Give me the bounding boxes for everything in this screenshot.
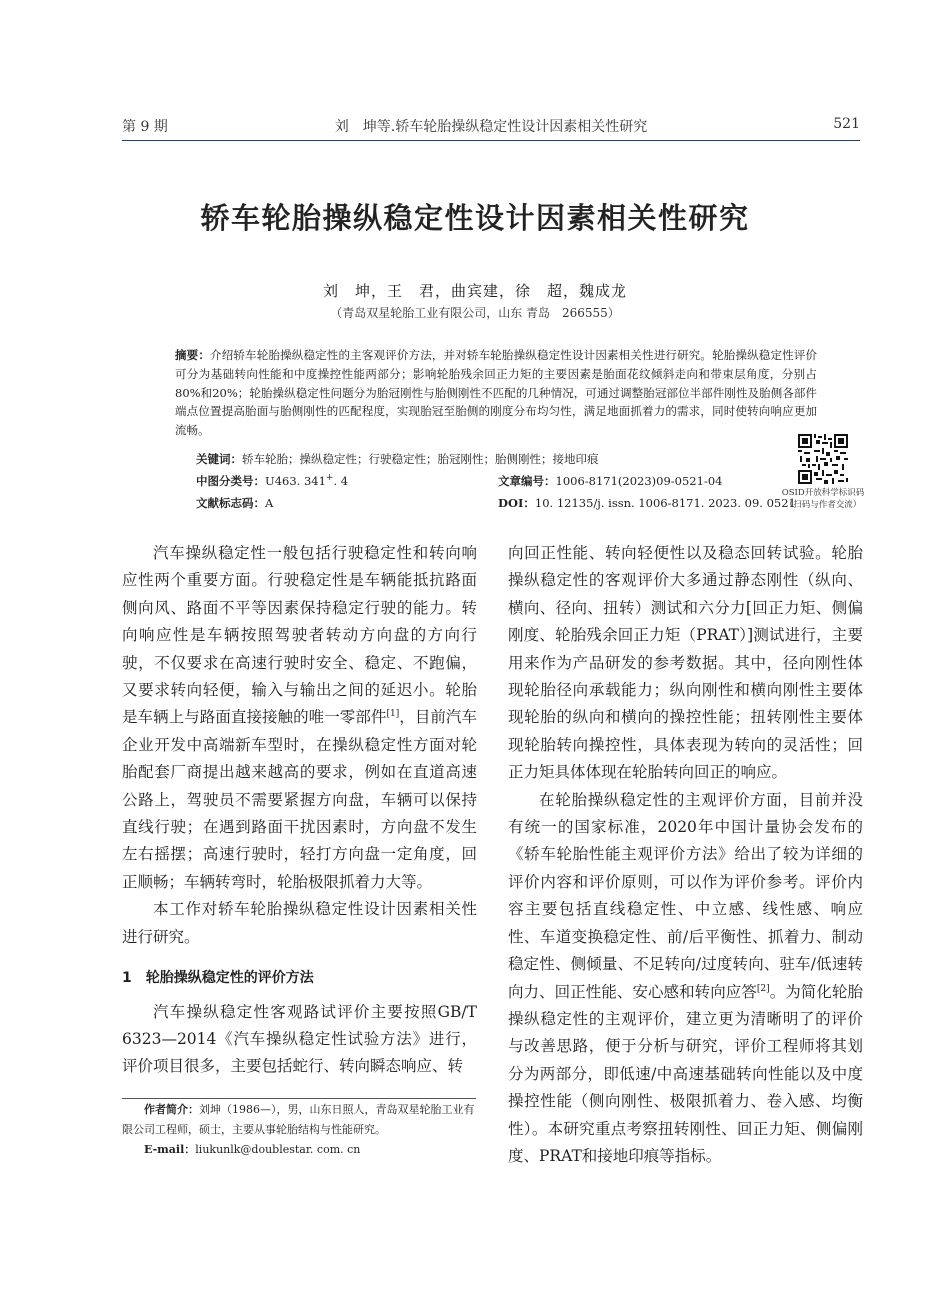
running-title: 刘 坤等.轿车轮胎操纵稳定性设计因素相关性研究 — [334, 119, 648, 135]
keywords — [196, 451, 599, 467]
body-left-column — [122, 540, 477, 1081]
paragraph: 本工作对轿车轮胎操纵稳定性设计因素相关性进行研究。 — [122, 900, 477, 946]
author-email — [122, 1140, 480, 1160]
header-rule — [122, 140, 860, 141]
paragraph-text: 汽车操纵稳定性一般包括行驶稳定性和转向响应性两个重要方面。行驶稳定性是车辆能抵抗路面侧向风、路面不平等因素保持稳定行驶的能力。转向响应性是车辆按照驾驶者转动方向盘的方向行驶，不仅要求在高速行驶时安全、稳定、不跑偏，又要求转向轻便，输入与输出之间的延迟小。轮胎是车辆上与路面直接接触的唯一零部件 — [122, 544, 477, 727]
affiliation: （青岛双星轮胎工业有限公司，山东 青岛 266555） — [330, 306, 620, 320]
clc-sup: + — [325, 473, 334, 484]
paragraph: 汽车操纵稳定性客观路试评价主要按照GB/T 6323—2014《汽车操纵稳定性试验方法》进行，评价项目很多，主要包括蛇行、转向瞬态响应、转 — [122, 1002, 477, 1076]
doc-code-label: 文献标志码： — [196, 496, 265, 510]
footnote-rule — [122, 1098, 476, 1099]
document-code — [196, 495, 273, 511]
page-number: 521 — [833, 116, 860, 132]
citation[interactable]: [1] — [386, 709, 400, 720]
keywords-label: 关键词： — [196, 452, 242, 466]
author-bio — [122, 1100, 480, 1140]
section-title-text: 轮胎操纵稳定性的评价方法 — [145, 970, 314, 987]
doi — [498, 495, 796, 511]
paper-title: 轿车轮胎操纵稳定性设计因素相关性研究 — [200, 201, 750, 235]
clc-label: 中图分类号： — [196, 474, 265, 488]
clc-text: U463. 341 — [265, 474, 326, 488]
body-right-column — [508, 540, 863, 1170]
author-bio-text: 刘坤（1986—），男，山东日照人，青岛双星轮胎工业有限公司工程师，硕士，主要从事轮胎结构与性能研究。 — [122, 1103, 475, 1136]
paragraph-text: 。为简化轮胎操纵稳定性的主观评价，建立更为清晰明了的评价与改善思路，便于分析与研究，评价工程师将其划分为两部分，即低速/中高速基础转向性能以及中度操控性能（侧向刚性、极限抓着力、卷入感、均衡性）。本研究重点考察扭转刚性、回正力矩、侧偏刚度、PRAT和接地印痕等指标。 — [508, 982, 863, 1165]
qr-caption-line1: OSID开放科学标识码 — [781, 488, 865, 498]
osid-qr-code[interactable] — [798, 434, 848, 484]
abstract-text: 介绍轿车轮胎操纵稳定性的主客观评价方法，并对轿车轮胎操纵稳定性设计因素相关性进行研究。轮胎操纵稳定性评价可分为基础转向性能和中度操控性能两部分；影响轮胎残余回正力矩的主要因素是胎面花纹倾斜走向和带束层角度，分别占80%和20%；轮胎操纵稳定性问题分为胎冠刚性与胎侧刚性不匹配的几种情况，可通过调整胎冠部位半部件刚性及胎侧各部件端点位置提高胎面与胎侧刚性的匹配程度，实现胎冠至胎侧的刚度分布均匀性，满足地面抓着力的需求，同时使转向响应更加流畅。 — [175, 348, 817, 438]
email-label: E-mail： — [144, 1143, 196, 1156]
paragraph: 向回正性能、转向轻便性以及稳态回转试验。轮胎操纵稳定性的客观评价大多通过静态刚性（纵向、横向、径向、扭转）测试和六分力[回正力矩、侧偏刚度、轮胎残余回正力矩（PRAT）]测试进行，主要用来作为产品研发的参考数据。其中，径向刚性体现轮胎径向承载能力；纵向刚性和横向刚性主要体现轮胎的纵向和横向的操控性能；扭转刚性主要体现轮胎转向操控性，具体表现为转向的灵活性；回正力矩具体体现在轮胎转向回正的响应。 — [508, 544, 863, 782]
author-footnote — [122, 1100, 480, 1160]
keywords-text: 轿车轮胎；操纵稳定性；行驶稳定性；胎冠刚性；胎侧刚性；接地印痕 — [242, 452, 599, 466]
email-address[interactable]: liukunlk@doublestar. com. cn — [195, 1143, 361, 1156]
abstract-label: 摘要： — [175, 348, 211, 362]
doi-text: 10. 12135/j. issn. 1006-8171. 2023. 09. 0521 — [534, 496, 796, 510]
clc-number — [196, 473, 348, 489]
section-number: 1 — [122, 970, 132, 987]
paragraph — [122, 540, 477, 896]
author-bio-label: 作者简介： — [144, 1103, 199, 1116]
issue-number: 第 9 期 — [122, 119, 168, 135]
paragraph-text: ，目前汽车企业开发中高端新车型时，在操纵稳定性方面对轮胎配套厂商提出越来越高的要求，例如在直道高速公路上，驾驶员不需要紧握方向盘，车辆可以保持直线行驶；在遇到路面干扰因素时，方向盘不发生左右摇摆；高速行驶时，轻打方向盘一定角度，回正顺畅；车辆转弯时，轮胎极限抓着力大等。 — [122, 708, 477, 891]
qr-caption-line2: （扫码与作者交流） — [784, 500, 862, 510]
citation[interactable]: [2] — [756, 983, 770, 994]
clc-tail: . 4 — [333, 474, 349, 488]
authors: 刘 坤，王 君，曲宾建，徐 超，魏成龙 — [322, 282, 627, 300]
paragraph-text: 在轮胎操纵稳定性的主观评价方面，目前并没有统一的国家标准，2020年中国计量协会发布的《轿车轮胎性能主观评价方法》给出了较为详细的评价内容和评价原则，可以作为评价参考。评价内容主要包括直线稳定性、中立感、线性感、响应性、车道变换稳定性、前/后平衡性、抓着力、制动稳定性、侧倾量、不足转向/过度转向、驻车/低速转向力、回正性能、安心感和转向应答 — [508, 790, 863, 1001]
section-heading — [122, 965, 477, 992]
abstract — [175, 346, 817, 440]
article-no-label: 文章编号： — [498, 474, 556, 488]
doc-code-text: A — [265, 496, 274, 510]
article-number — [498, 473, 722, 489]
article-no-text: 1006-8171(2023)09-0521-04 — [555, 474, 723, 488]
doi-label: DOI： — [498, 496, 535, 510]
paragraph — [508, 787, 863, 1171]
running-header — [122, 116, 860, 138]
